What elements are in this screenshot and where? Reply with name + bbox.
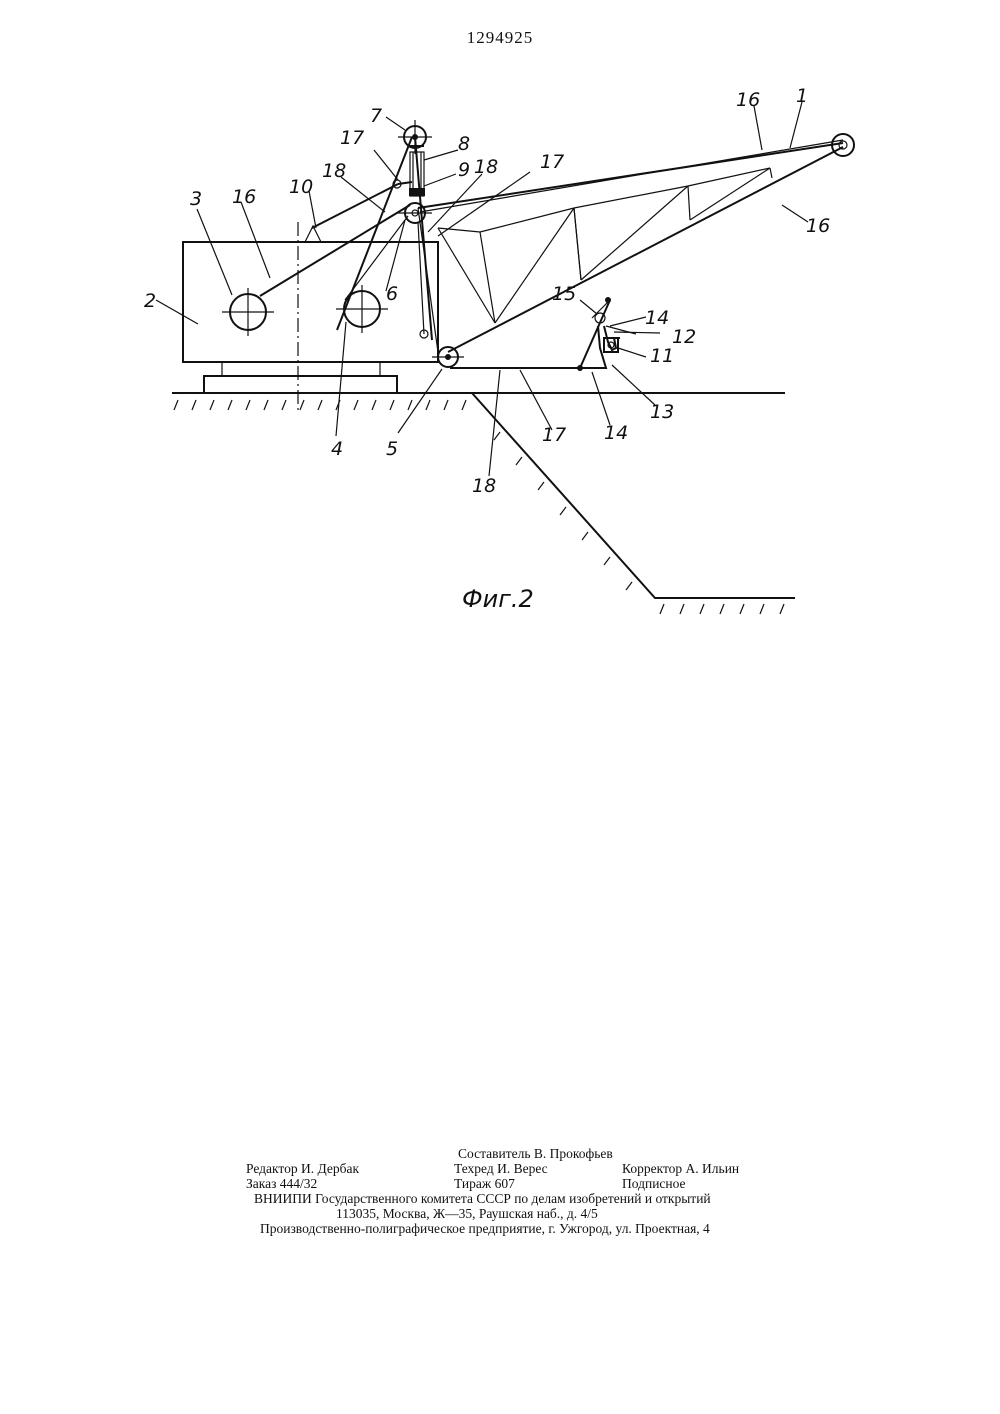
label-18-boom: 18 (474, 156, 499, 178)
patent-number: 1294925 (466, 28, 534, 47)
label-15: 15 (552, 283, 577, 305)
label-18-mast: 18 (322, 160, 347, 182)
corrector: Корректор А. Ильин (622, 1161, 740, 1176)
techred: Техред И. Верес (454, 1161, 548, 1176)
label-12: 12 (672, 326, 697, 348)
subscription: Подписное (622, 1176, 686, 1191)
institute: ВНИИПИ Государственного комитета СССР по делам изобретений и открытий (254, 1191, 711, 1206)
colophon (246, 1146, 806, 1236)
label-17-ground: 17 (542, 424, 567, 446)
label-16-top: 16 (736, 89, 761, 111)
label-6: 6 (386, 283, 399, 305)
crane-drawing (0, 0, 1000, 640)
figure-labels (144, 85, 830, 497)
a-frame (337, 120, 432, 340)
label-5: 5 (386, 438, 399, 460)
composer: Составитель В. Прокофьев (458, 1146, 613, 1161)
address: 113035, Москва, Ж—35, Раушская наб., д. 4/5 (336, 1206, 598, 1221)
printer: Производственно-полиграфическое предприятие, г. Ужгород, ул. Проектная, 4 (260, 1221, 710, 1236)
label-9: 9 (458, 159, 471, 181)
label-16-house: 16 (232, 186, 257, 208)
label-4: 4 (331, 438, 344, 460)
figure-caption: Фиг.2 (462, 585, 534, 613)
machine-house (183, 242, 438, 362)
label-13: 13 (650, 401, 675, 423)
circulation: Тираж 607 (454, 1176, 515, 1191)
label-11: 11 (650, 345, 675, 367)
label-7: 7 (370, 105, 383, 127)
label-1: 1 (796, 85, 809, 107)
label-3: 3 (190, 188, 203, 210)
label-14-lower: 14 (604, 422, 629, 444)
label-10: 10 (289, 176, 314, 198)
label-18-ground: 18 (472, 475, 497, 497)
excavation-pit (472, 393, 795, 614)
label-17-boom: 17 (540, 151, 565, 173)
editor: Редактор И. Дербак (246, 1161, 360, 1176)
label-2: 2 (144, 290, 157, 312)
label-17-mast: 17 (340, 127, 365, 149)
label-8: 8 (458, 133, 471, 155)
crawler-base (204, 376, 397, 393)
label-14-upper: 14 (645, 307, 670, 329)
order-number: Заказ 444/32 (246, 1176, 318, 1191)
label-16-right: 16 (806, 215, 831, 237)
